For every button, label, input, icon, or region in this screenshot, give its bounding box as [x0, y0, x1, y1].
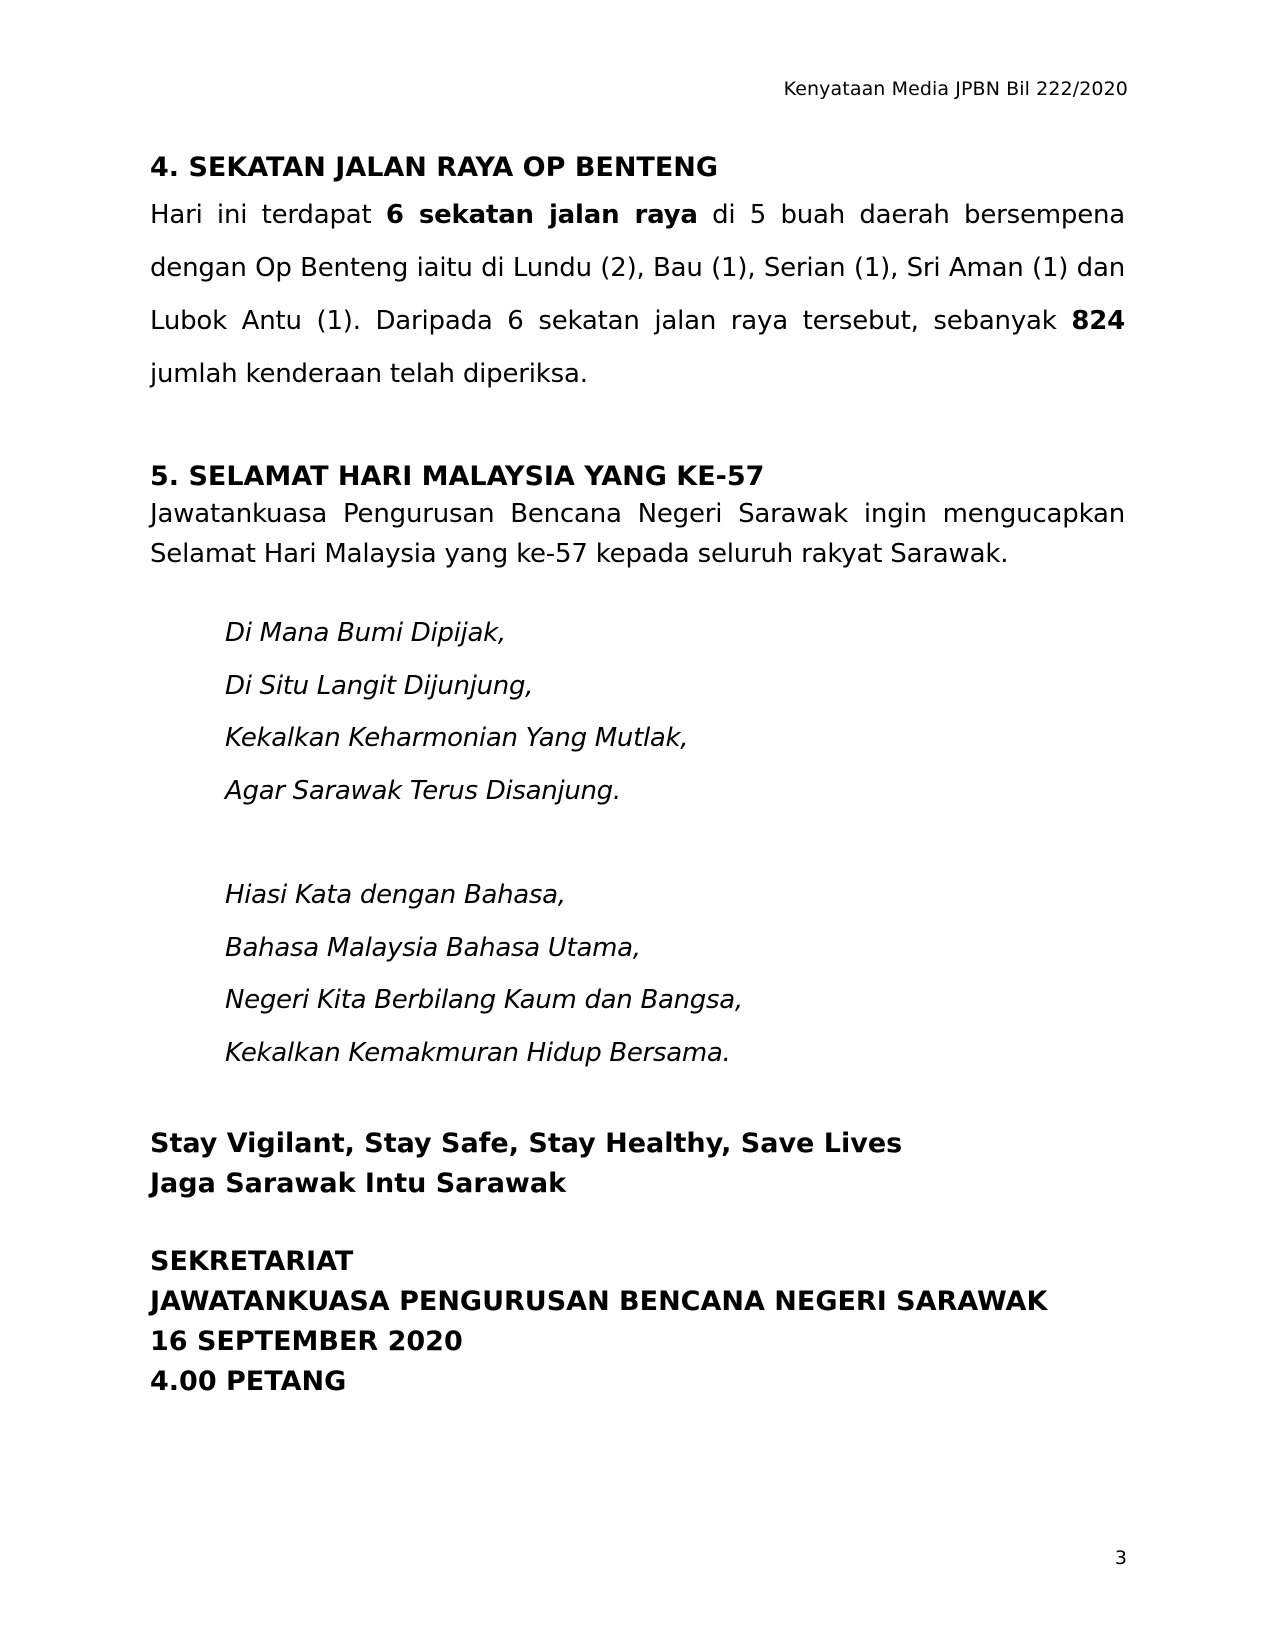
poem-line: Agar Sarawak Terus Disanjung. [225, 775, 621, 806]
poem-line: Di Mana Bumi Dipijak, [225, 618, 506, 649]
section-5-paragraph [150, 494, 1125, 574]
section-5-line-1: Jawatankuasa Pengurusan Bencana Negeri Sarawak ingin mengucapkan [150, 499, 1125, 530]
section-5-heading: 5. SELAMAT HARI MALAYSIA YANG KE-57 [150, 461, 765, 493]
text-run: Hari ini terdapat [150, 200, 386, 231]
section-4-heading: 4. SEKATAN JALAN RAYA OP BENTENG [150, 152, 719, 183]
signature-time: 4.00 PETANG [150, 1366, 347, 1398]
poem-line: Kekalkan Keharmonian Yang Mutlak, [225, 723, 689, 754]
poem-line: Di Situ Langit Dijunjung, [225, 670, 534, 701]
signature-committee: JAWATANKUASA PENGURUSAN BENCANA NEGERI SARAWAK [150, 1286, 1048, 1318]
poem-line: Negeri Kita Berbilang Kaum dan Bangsa, [225, 985, 743, 1016]
document-body [150, 150, 1125, 1402]
poem-stanza-2 [225, 869, 1125, 1079]
page-number: 3 [1114, 1547, 1127, 1569]
text-run: di 5 buah daerah bersempena [697, 200, 1125, 231]
signature-secretariat: SEKRETARIAT [150, 1246, 354, 1278]
poem-line: Kekalkan Kemakmuran Hidup Bersama. [225, 1037, 731, 1068]
poem-line: Hiasi Kata dengan Bahasa, [225, 880, 566, 911]
closing-slogans [150, 1124, 1125, 1204]
roadblock-count: 6 sekatan jalan raya [385, 200, 698, 231]
slogan-english: Stay Vigilant, Stay Safe, Stay Healthy, Save Lives [150, 1128, 903, 1160]
section-4-paragraph [150, 189, 1125, 401]
slogan-sarawak: Jaga Sarawak Intu Sarawak [150, 1168, 567, 1200]
section-4-line-2: dengan Op Benteng iaitu di Lundu (2), Bau (1), Serian (1), Sri Aman (1) dan [150, 253, 1125, 284]
poem-line: Bahasa Malaysia Bahasa Utama, [225, 932, 641, 963]
text-run: Lubok Antu (1). Daripada 6 sekatan jalan raya tersebut, sebanyak [150, 306, 1072, 337]
vehicle-count: 824 [1071, 306, 1125, 337]
section-5-line-2: Selamat Hari Malaysia yang ke-57 kepada seluruh rakyat Sarawak. [150, 539, 1009, 570]
signature-date: 16 SEPTEMBER 2020 [150, 1326, 463, 1358]
poem-stanza-1 [225, 607, 1125, 817]
document-reference: Kenyataan Media JPBN Bil 222/2020 [783, 78, 1128, 100]
section-4-line-1 [150, 189, 1125, 242]
section-4-line-3 [150, 295, 1125, 348]
signature-block [150, 1242, 1125, 1402]
section-4-line-4: jumlah kenderaan telah diperiksa. [150, 359, 588, 390]
